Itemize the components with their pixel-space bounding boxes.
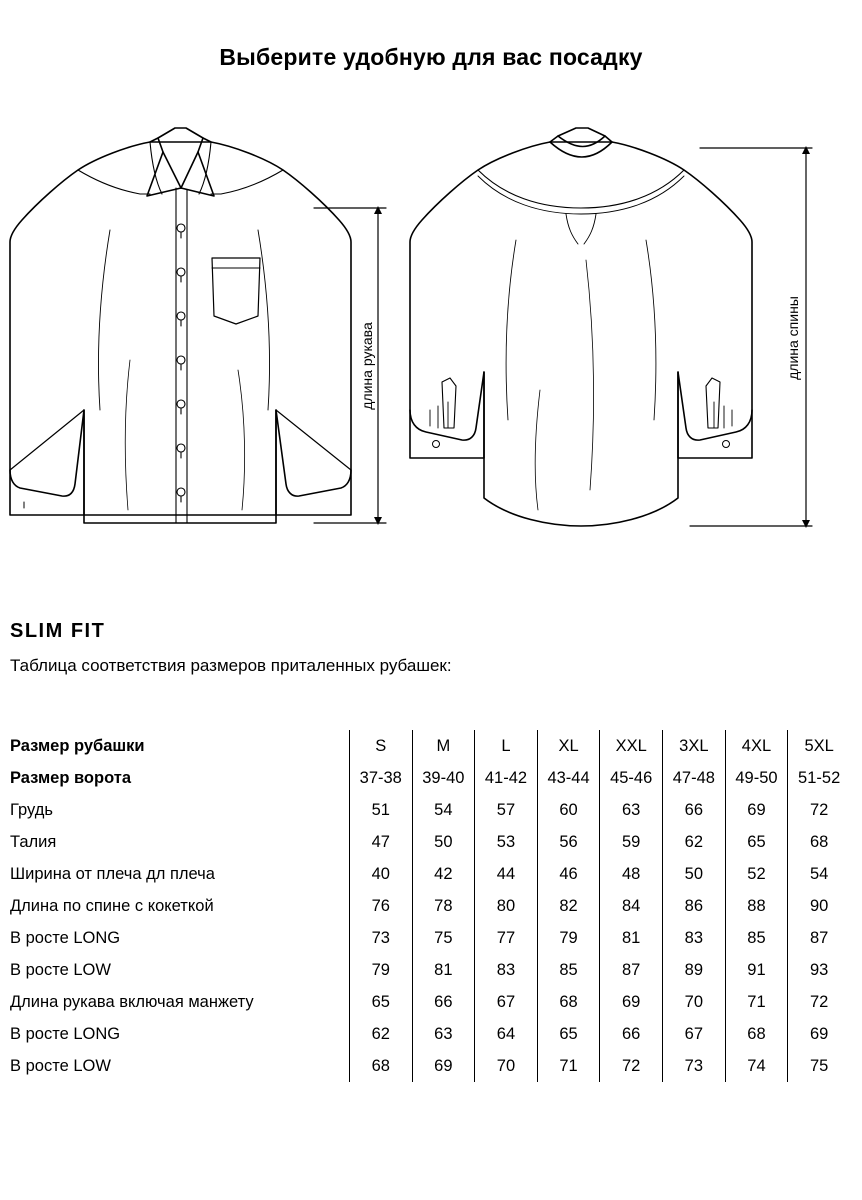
size-table: [10, 730, 850, 1082]
table-cell: 49-50: [725, 762, 788, 794]
size-table-wrapper: [10, 730, 852, 1082]
table-cell: 54: [788, 858, 850, 890]
cell-size-s: S: [349, 730, 412, 762]
table-cell: 79: [349, 954, 412, 986]
table-cell: 37-38: [349, 762, 412, 794]
table-cell: 68: [537, 986, 600, 1018]
table-cell: 65: [725, 826, 788, 858]
table-row: [10, 954, 850, 986]
table-cell: 50: [412, 826, 475, 858]
row-label: В росте LONG: [10, 928, 121, 947]
table-cell: 87: [600, 954, 663, 986]
table-cell: 66: [412, 986, 475, 1018]
table-cell: 65: [537, 1018, 600, 1050]
table-cell: 63: [412, 1018, 475, 1050]
table-cell: 79: [537, 922, 600, 954]
table-cell: 43-44: [537, 762, 600, 794]
table-cell: 87: [788, 922, 850, 954]
table-cell: 67: [663, 1018, 726, 1050]
table-cell: 52: [725, 858, 788, 890]
table-cell: 68: [725, 1018, 788, 1050]
table-row: [10, 986, 850, 1018]
table-cell: 63: [600, 794, 663, 826]
table-cell: 83: [663, 922, 726, 954]
table-cell: 75: [412, 922, 475, 954]
table-cell: 77: [475, 922, 538, 954]
cell-size-m: M: [412, 730, 475, 762]
table-cell: 69: [600, 986, 663, 1018]
row-label: В росте LONG: [10, 1024, 121, 1043]
row-label: Грудь: [10, 800, 53, 819]
table-cell: 68: [788, 826, 850, 858]
table-cell: 73: [663, 1050, 726, 1082]
table-row: [10, 794, 850, 826]
table-cell: 44: [475, 858, 538, 890]
table-subtitle: Таблица соответствия размеров приталенных рубашек:: [10, 656, 452, 675]
table-cell: 69: [412, 1050, 475, 1082]
table-cell: 70: [475, 1050, 538, 1082]
row-label: Длина по спине с кокеткой: [10, 896, 214, 915]
table-row: [10, 1050, 850, 1082]
back-length-label: длина спины: [785, 296, 801, 380]
table-cell: 88: [725, 890, 788, 922]
table-cell: 48: [600, 858, 663, 890]
table-cell: 72: [788, 986, 850, 1018]
table-cell: 46: [537, 858, 600, 890]
table-cell: 41-42: [475, 762, 538, 794]
table-cell: 81: [412, 954, 475, 986]
table-cell: 69: [725, 794, 788, 826]
table-cell: 84: [600, 890, 663, 922]
table-cell: 66: [600, 1018, 663, 1050]
table-cell: 78: [412, 890, 475, 922]
shirt-illustrations: [0, 110, 862, 560]
table-cell: 66: [663, 794, 726, 826]
row-label: В росте LOW: [10, 960, 111, 979]
cell-size-l: L: [475, 730, 538, 762]
table-cell: 65: [349, 986, 412, 1018]
table-cell: 60: [537, 794, 600, 826]
row-label: В росте LOW: [10, 1056, 111, 1075]
table-cell: 62: [349, 1018, 412, 1050]
table-cell: 72: [600, 1050, 663, 1082]
table-cell: 67: [475, 986, 538, 1018]
table-cell: 51: [349, 794, 412, 826]
table-cell: 80: [475, 890, 538, 922]
fit-name: SLIM FIT: [10, 620, 106, 642]
row-label: Размер ворота: [10, 768, 132, 787]
table-cell: 47-48: [663, 762, 726, 794]
cell-size-xxl: XXL: [600, 730, 663, 762]
row-label: Ширина от плеча дл плеча: [10, 864, 215, 883]
table-row: [10, 826, 850, 858]
table-cell: 71: [537, 1050, 600, 1082]
table-cell: 89: [663, 954, 726, 986]
table-cell: 54: [412, 794, 475, 826]
table-cell: 85: [537, 954, 600, 986]
cell-size-3xl: 3XL: [663, 730, 726, 762]
table-cell: 71: [725, 986, 788, 1018]
shirt-front-view: [10, 128, 351, 523]
table-row: [10, 762, 850, 794]
table-cell: 64: [475, 1018, 538, 1050]
row-label: Длина рукава включая манжету: [10, 992, 254, 1011]
table-cell: 90: [788, 890, 850, 922]
table-cell: 74: [725, 1050, 788, 1082]
table-cell: 40: [349, 858, 412, 890]
table-cell: 70: [663, 986, 726, 1018]
sleeve-length-label: длина рукава: [359, 322, 375, 410]
table-cell: 83: [475, 954, 538, 986]
table-cell: 57: [475, 794, 538, 826]
page-title: Выберите удобную для вас посадку: [219, 44, 643, 70]
table-cell: 59: [600, 826, 663, 858]
table-cell: 56: [537, 826, 600, 858]
table-cell: 91: [725, 954, 788, 986]
table-row: [10, 922, 850, 954]
table-cell: 82: [537, 890, 600, 922]
table-row: [10, 890, 850, 922]
table-row: [10, 858, 850, 890]
table-cell: 47: [349, 826, 412, 858]
cell-size-4xl: 4XL: [725, 730, 788, 762]
table-cell: 39-40: [412, 762, 475, 794]
table-cell: 45-46: [600, 762, 663, 794]
cell-size-xl: XL: [537, 730, 600, 762]
cell-size-5xl: 5XL: [788, 730, 850, 762]
table-cell: 73: [349, 922, 412, 954]
shirt-back-view: [410, 128, 752, 526]
table-cell: 85: [725, 922, 788, 954]
row-label: Талия: [10, 832, 57, 851]
table-cell: 62: [663, 826, 726, 858]
table-cell: 42: [412, 858, 475, 890]
table-cell: 81: [600, 922, 663, 954]
table-row: [10, 730, 850, 762]
table-cell: 51-52: [788, 762, 850, 794]
table-cell: 93: [788, 954, 850, 986]
table-cell: 72: [788, 794, 850, 826]
table-cell: 76: [349, 890, 412, 922]
table-cell: 50: [663, 858, 726, 890]
table-cell: 53: [475, 826, 538, 858]
table-cell: 68: [349, 1050, 412, 1082]
row-label: Размер рубашки: [10, 736, 145, 755]
table-cell: 69: [788, 1018, 850, 1050]
table-row: [10, 1018, 850, 1050]
table-cell: 75: [788, 1050, 850, 1082]
table-cell: 86: [663, 890, 726, 922]
